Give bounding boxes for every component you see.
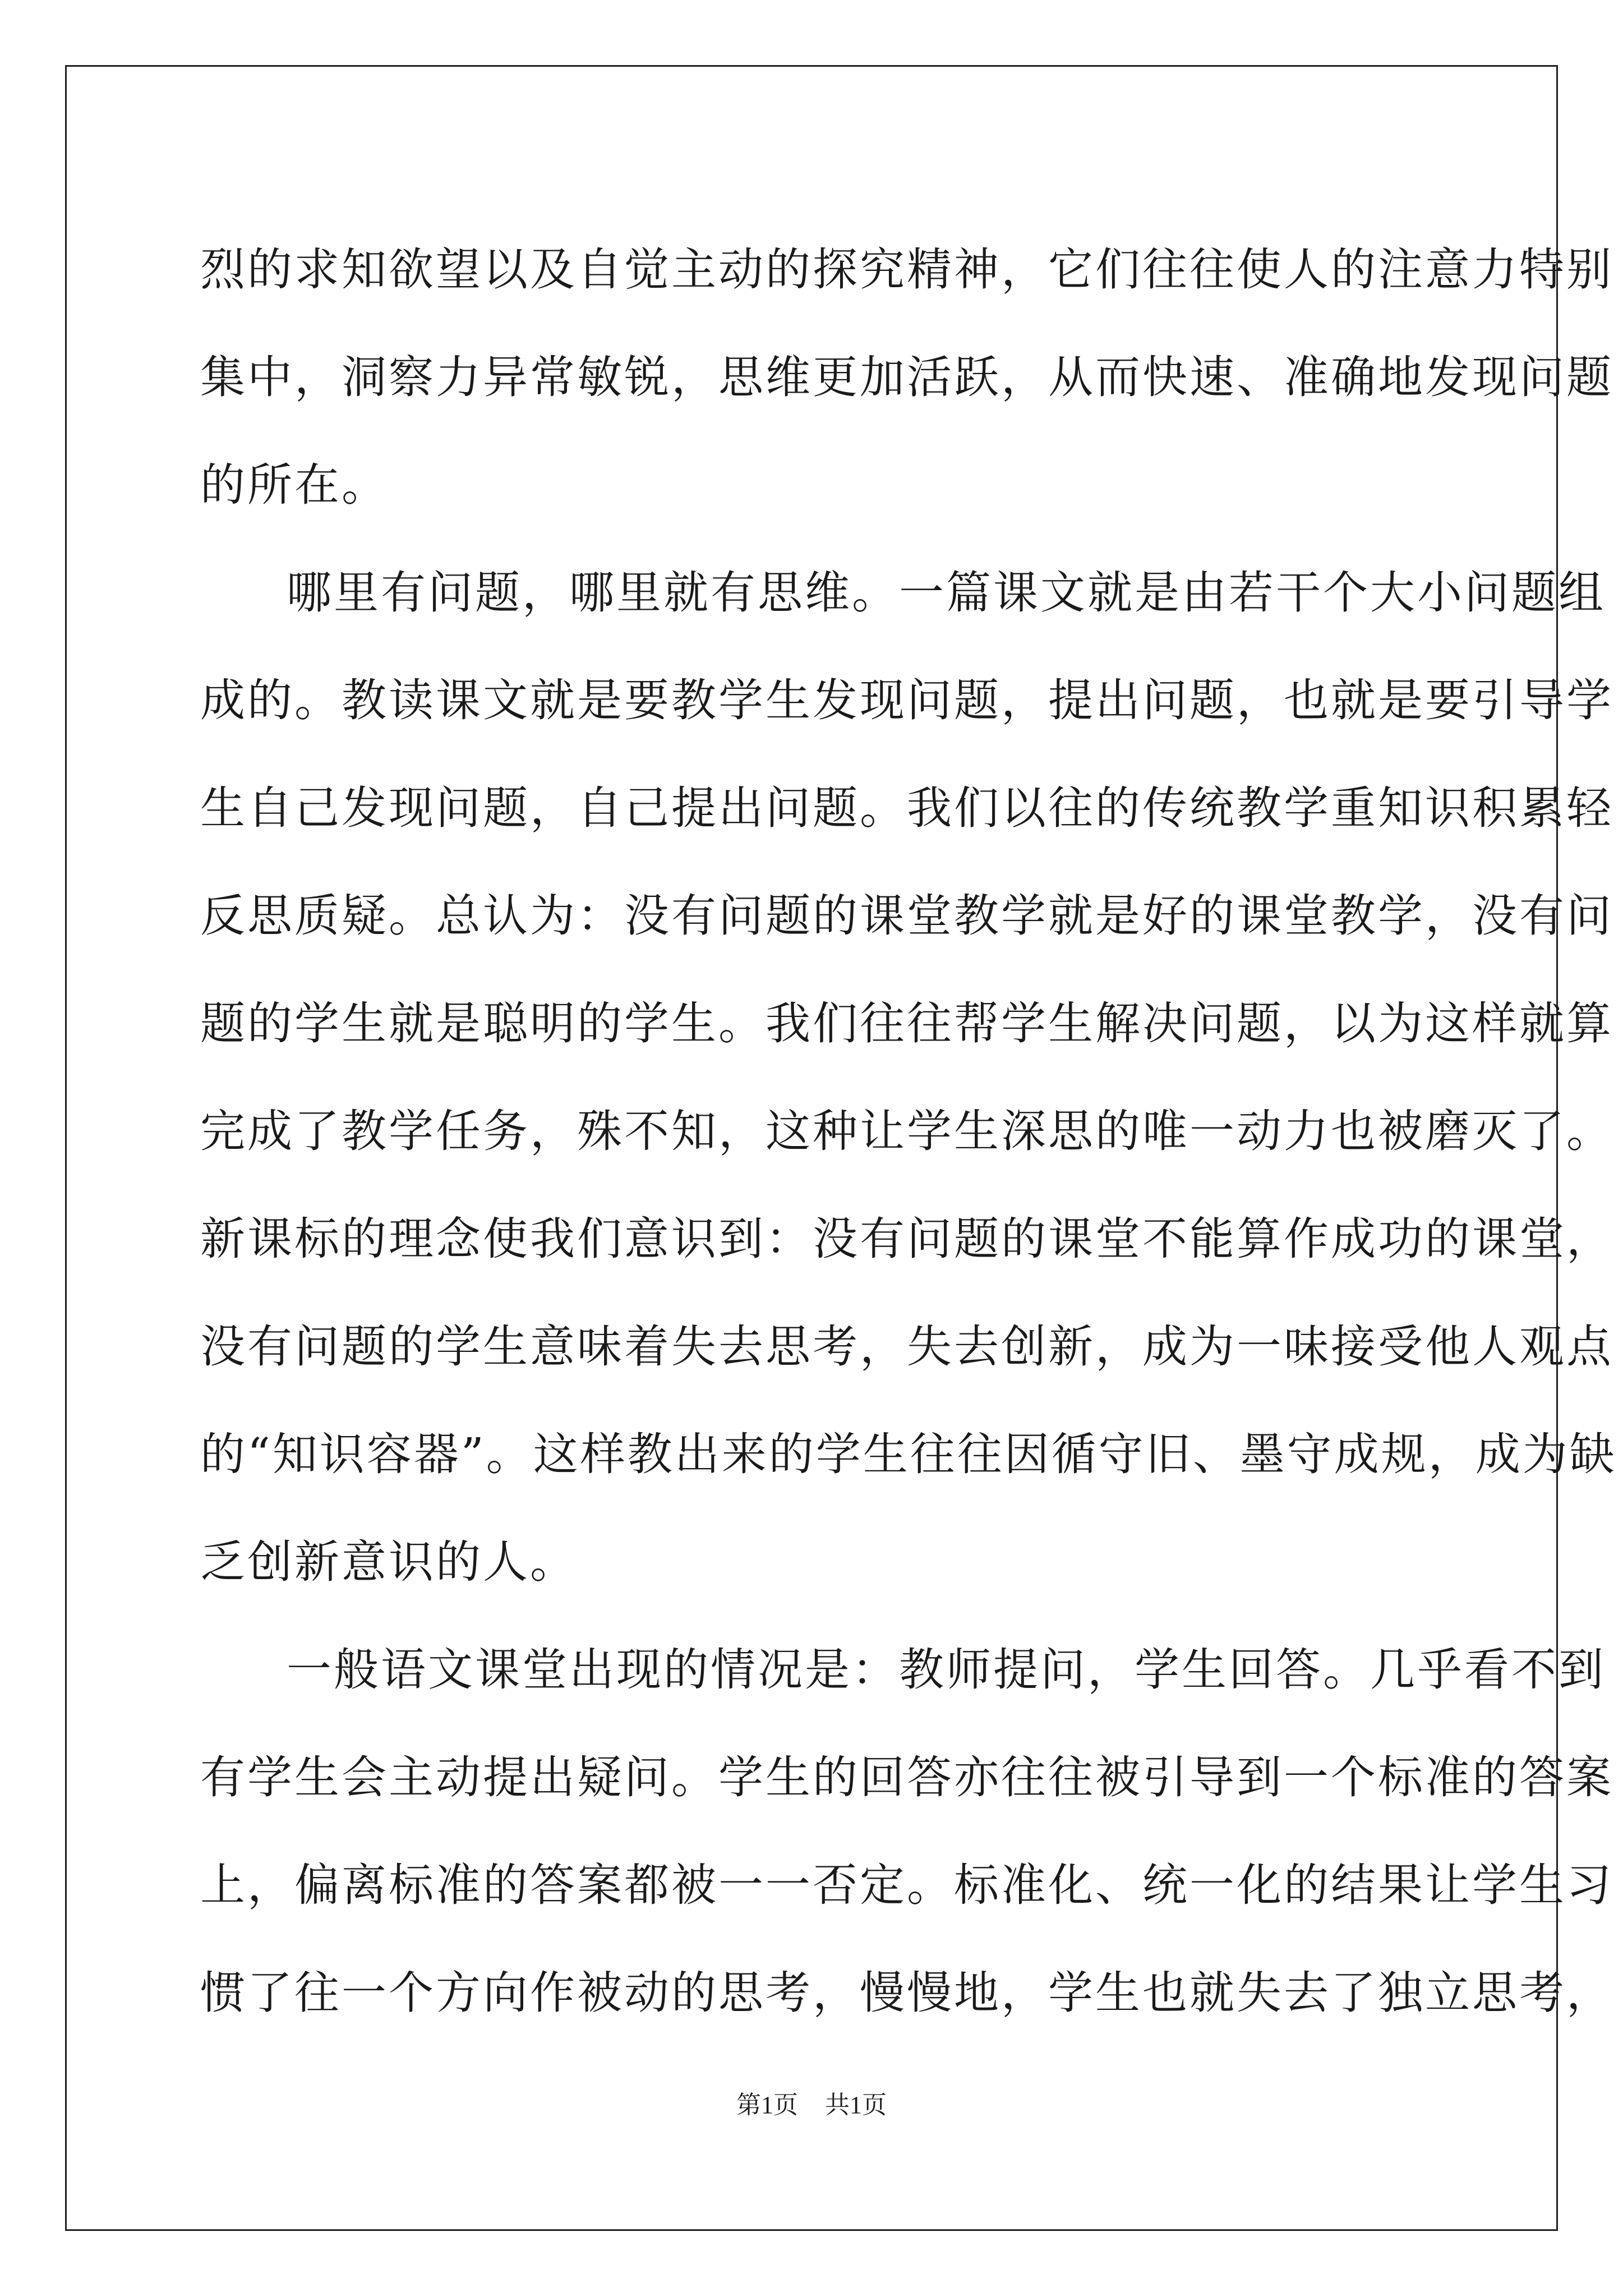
text-line: 有学生会主动提出疑问。学生的回答亦往往被引导到一个标准的答案 — [200, 1751, 1613, 1803]
text-line: 乏创新意识的人。 — [200, 1536, 577, 1588]
text-line: 惯了往一个方向作被动的思考，慢慢地，学生也就失去了独立思考， — [200, 1967, 1613, 2019]
page-number: 第1页 — [736, 2091, 798, 2119]
text-line: 新课标的理念使我们意识到：没有问题的课堂不能算作成功的课堂， — [200, 1213, 1613, 1265]
text-line: 没有问题的学生意味着失去思考，失去创新，成为一味接受他人观点 — [200, 1320, 1613, 1373]
text-line: 成的。教读课文就是要教学生发现问题，提出问题，也就是要引导学 — [200, 674, 1613, 726]
page-footer — [0, 2085, 1623, 2120]
paragraph-start-line: 一般语文课堂出现的情况是：教师提问，学生回答。几乎看不到 — [287, 1644, 1606, 1696]
paragraph-start-line: 哪里有问题，哪里就有思维。一篇课文就是由若干个大小问题组 — [287, 567, 1606, 619]
text-line: 完成了教学任务，殊不知，这种让学生深思的唯一动力也被磨灭了。 — [200, 1105, 1613, 1157]
document-body — [200, 216, 1617, 2047]
text-line: 生自己发现问题，自己提出问题。我们以往的传统教学重知识积累轻 — [200, 782, 1613, 834]
text-line: 的“知识容器”。这样教出来的学生往往因循守旧、墨守成规，成为缺 — [200, 1428, 1617, 1480]
text-line: 反思质疑。总认为：没有问题的课堂教学就是好的课堂教学，没有问 — [200, 890, 1613, 942]
text-line: 集中，洞察力异常敏锐，思维更加活跃，从而快速、准确地发现问题 — [200, 351, 1613, 403]
page-total: 共1页 — [825, 2091, 887, 2119]
text-line: 的所在。 — [200, 459, 389, 511]
text-line: 烈的求知欲望以及自觉主动的探究精神，它们往往使人的注意力特别 — [200, 243, 1613, 296]
text-line: 上，偏离标准的答案都被一一否定。标准化、统一化的结果让学生习 — [200, 1859, 1613, 1911]
text-line: 题的学生就是聪明的学生。我们往往帮学生解决问题，以为这样就算 — [200, 997, 1613, 1050]
